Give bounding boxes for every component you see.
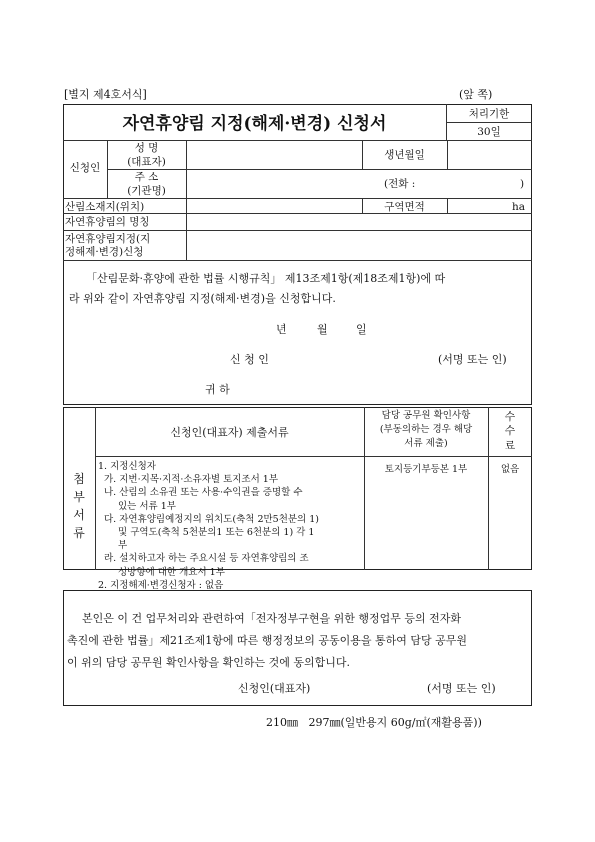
list-item: 가. 지번·지목·지적·소유자별 토지조서 1부 [104, 474, 279, 486]
official-check-header-line1: 담당 공무원 확인사항 [381, 410, 471, 421]
attachments-side-label [63, 470, 95, 542]
forest-name-field[interactable] [187, 214, 531, 229]
form-number: [별지 제4호서식] [64, 88, 147, 101]
forest-name-label: 자연휴양림의 명칭 [65, 216, 150, 228]
sign-or-seal-label: (서명 또는 인) [438, 353, 507, 366]
page-side-label: (앞 쪽) [459, 88, 493, 101]
request-type-field[interactable] [187, 231, 531, 259]
area-unit: ha [512, 201, 526, 213]
application-statement-line1: 「산림문화·휴양에 관한 법률 시행규칙」 제13조제1항(제18조제1항)에 따 [86, 272, 446, 285]
fee-header-char: 수 [504, 410, 516, 423]
paper-size-note: 210㎜ 297㎜(일반용지 60g/㎡(재활용품)) [266, 716, 482, 729]
fee-header-char: 수 [504, 424, 516, 438]
side-label-char: 부 [73, 490, 85, 504]
phone-close: ) [520, 178, 525, 190]
fee-header [488, 410, 532, 453]
required-documents-list [98, 460, 362, 592]
processing-period-value: 30일 [477, 126, 501, 138]
address-field[interactable] [187, 170, 377, 197]
phone-label: (전화 : [384, 178, 416, 190]
applicant-signature-label: 신 청 인 [230, 353, 269, 366]
list-item: 1. 지정신청자 [98, 461, 156, 472]
consent-text-line3: 이 위의 담당 공무원 확인사항을 확인하는 것에 동의합니다. [67, 656, 350, 669]
representative-label: (대표자) [127, 156, 166, 168]
applicant-signature-field[interactable] [300, 349, 430, 367]
side-label-char: 서 [73, 508, 85, 522]
area-label: 구역면적 [384, 201, 425, 213]
consent-signature-field[interactable] [330, 678, 422, 696]
birth-date-label: 생년월일 [384, 149, 425, 161]
phone-field[interactable] [432, 172, 516, 194]
forest-location-label: 산림소재지(위치) [65, 201, 145, 213]
applicant-documents-header: 신청인(대표자) 제출서류 [170, 426, 289, 439]
page-title: 자연휴양림 지정(해제·변경) 신청서 [122, 114, 387, 134]
name-label: 성 명 [134, 142, 159, 154]
consent-text-line2: 촉진에 관한 법률」제21조제1항에 따른 행정정보의 공동이용을 통하여 담당 공무원 [67, 634, 467, 647]
list-item: 다. 자연휴양림예정지의 위치도(축척 2만5천분의 1) [104, 513, 320, 525]
forest-location-field[interactable] [187, 199, 361, 212]
consent-signer-label: 신청인(대표자) [238, 682, 311, 695]
side-label-char: 류 [73, 526, 85, 540]
list-item: 성방향에 대한 개요서 1부 [118, 566, 225, 578]
official-check-header-line3: 서류 제출) [404, 438, 448, 449]
date-year-label: 년 [276, 323, 287, 336]
date-month-label: 월 [317, 323, 328, 336]
list-item: 2. 지정해제·변경신청자 : 없음 [98, 579, 224, 591]
area-field[interactable] [448, 199, 510, 212]
organization-label: (기관명) [127, 185, 166, 197]
list-item: 나. 산림의 소유권 또는 사용·수익권을 증명할 수 [104, 487, 303, 499]
request-type-label-line2: 정해제·변경)신청 [65, 246, 144, 258]
fee-value: 없음 [500, 464, 520, 475]
request-type-label-line1: 자연휴양림지정(지 [65, 233, 151, 245]
birth-date-field[interactable] [448, 141, 531, 168]
official-check-header-line2: (부동의하는 경우 해당 [379, 424, 473, 435]
list-item: 라. 설치하고자 하는 주요시설 등 자연휴양림의 조 [104, 553, 309, 565]
consent-text-line1: 본인은 이 건 업무처리와 관련하여「전자정부구현을 위한 행정업무 등의 전자화 [82, 612, 462, 625]
date-day-label: 일 [356, 323, 367, 336]
processing-period-label: 처리기한 [468, 108, 510, 120]
application-statement-line2: 라 위와 같이 자연휴양림 지정(해제·변경)을 신청합니다. [69, 292, 336, 305]
list-item: 있는 서류 1부 [118, 500, 176, 512]
recipient-label: 귀 하 [205, 383, 230, 396]
side-label-char: 첨 [73, 472, 85, 486]
consent-sign-or-seal-label: (서명 또는 인) [427, 682, 496, 695]
applicant-group-label: 신청인 [69, 162, 101, 174]
address-label: 주 소 [134, 171, 159, 183]
list-item: 및 구역도(축척 5천분의1 또는 6천분의 1) 각 1 [118, 527, 315, 539]
fee-header-char: 료 [504, 438, 516, 452]
list-item: 부 [118, 540, 128, 552]
official-check-item: 토지등기부등본 1부 [384, 464, 468, 475]
name-field[interactable] [187, 141, 361, 168]
